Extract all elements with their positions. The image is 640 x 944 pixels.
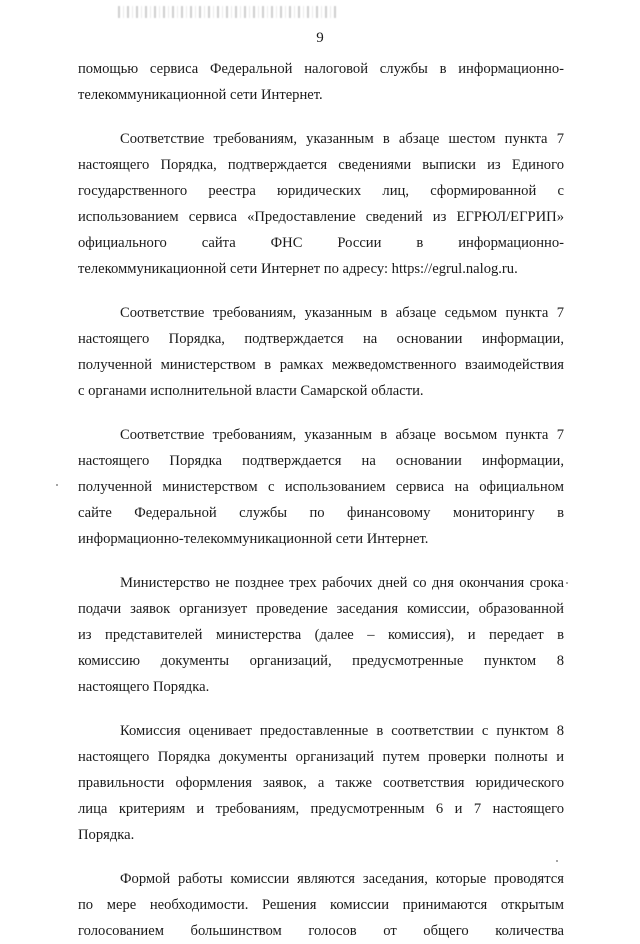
text-line: из представителей министерства (далее – комиссия), и передает в — [78, 627, 564, 643]
text-line: официального сайта ФНС России в информационно- — [78, 235, 564, 251]
text-line: настоящего Порядка подтверждается на основании информации, — [78, 453, 564, 469]
document-body — [78, 56, 564, 944]
text-line: полученной министерством с использованием сервиса на официальном — [78, 479, 564, 495]
text-line: Формой работы комиссии являются заседания, которые проводятся — [120, 871, 564, 887]
text-line: сайте Федеральной службы по финансовому мониторингу в — [78, 505, 564, 521]
paragraph — [78, 718, 564, 848]
text-line: правильности оформления заявок, а также соответствия юридического — [78, 775, 564, 791]
scan-speck — [566, 582, 568, 584]
text-line: с органами исполнительной власти Самарской области. — [78, 383, 424, 399]
text-line: настоящего Порядка документы организаций путем проверки полноты и — [78, 749, 564, 765]
text-line: использованием сервиса «Предоставление сведений из ЕГРЮЛ/ЕГРИП» — [78, 209, 564, 225]
text-line: Соответствие требованиям, указанным в абзаце восьмом пункта 7 — [120, 427, 564, 443]
text-line: Соответствие требованиям, указанным в абзаце седьмом пункта 7 — [120, 305, 564, 321]
text-line: государственного реестра юридических лиц, сформированной с — [78, 183, 564, 199]
scan-speck — [556, 860, 558, 862]
page-number: 9 — [316, 30, 324, 46]
text-line: Комиссия оценивает предоставленные в соответствии с пунктом 8 — [120, 723, 564, 739]
paragraph — [78, 866, 564, 944]
text-line: голосованием большинством голосов от общего количества — [78, 923, 564, 939]
text-line: по мере необходимости. Решения комиссии принимаются открытым — [78, 897, 564, 913]
text-line: информационно-телекоммуникационной сети Интернет. — [78, 531, 429, 547]
text-line: комиссию документы организаций, предусмотренные пунктом 8 — [78, 653, 564, 669]
paragraph — [78, 300, 564, 404]
paragraph — [78, 56, 564, 108]
scan-artifact — [118, 6, 338, 18]
text-line: настоящего Порядка, подтверждается на основании информации, — [78, 331, 564, 347]
text-line: телекоммуникационной сети Интернет по адресу: https://egrul.nalog.ru. — [78, 261, 518, 277]
text-line: помощью сервиса Федеральной налоговой службы в информационно- — [78, 61, 564, 77]
text-line: телекоммуникационной сети Интернет. — [78, 87, 323, 103]
text-line: полученной министерством в рамках межведомственного взаимодействия — [78, 357, 564, 373]
paragraph — [78, 422, 564, 552]
text-line: Соответствие требованиям, указанным в абзаце шестом пункта 7 — [120, 131, 564, 147]
text-line: лица критериям и требованиям, предусмотренным 6 и 7 настоящего — [78, 801, 564, 817]
paragraph — [78, 126, 564, 282]
text-line: настоящего Порядка, подтверждается сведениями выписки из Единого — [78, 157, 564, 173]
text-line: Порядка. — [78, 827, 135, 843]
text-line: Министерство не позднее трех рабочих дней со дня окончания срока — [120, 575, 564, 591]
paragraph — [78, 570, 564, 700]
scan-speck — [56, 484, 58, 486]
text-line: подачи заявок организует проведение заседания комиссии, образованной — [78, 601, 564, 617]
text-line: настоящего Порядка. — [78, 679, 210, 695]
